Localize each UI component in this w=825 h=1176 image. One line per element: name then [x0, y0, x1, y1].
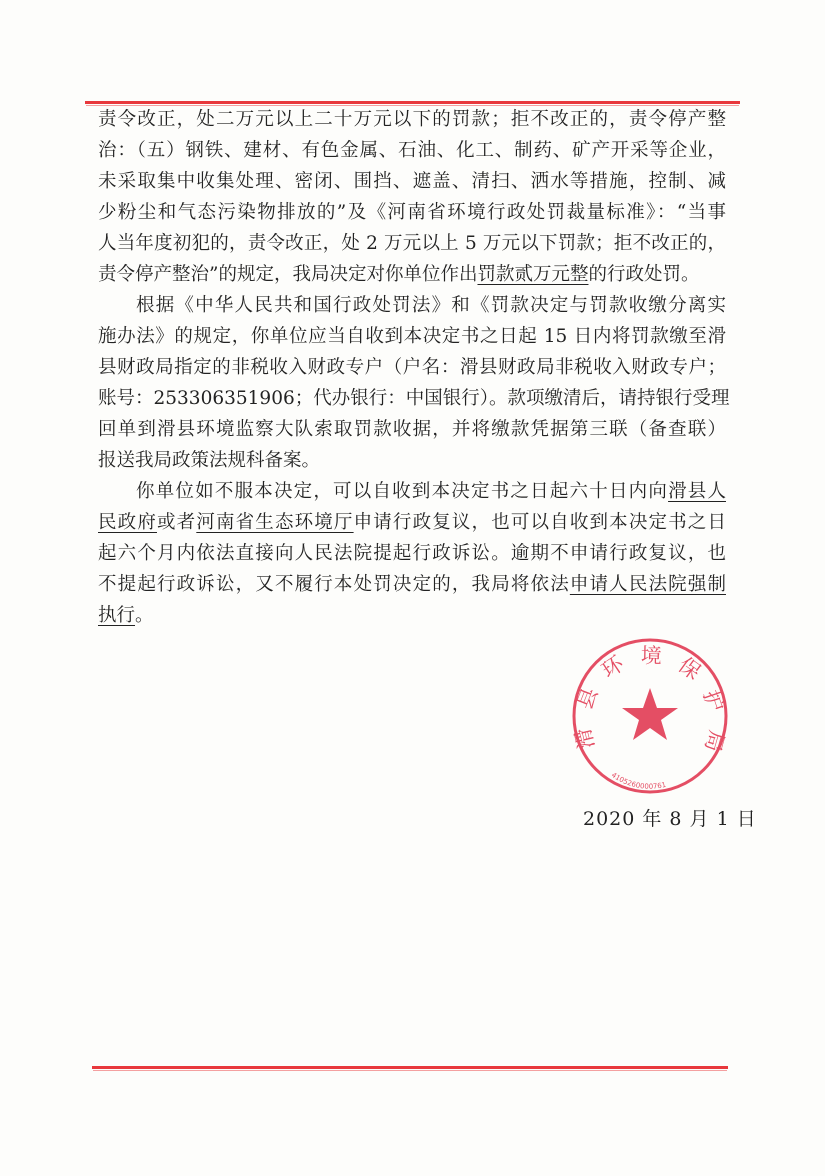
- official-seal: [570, 636, 730, 796]
- text-line: [98, 228, 726, 259]
- text-segment: 责令改正，处二万元以上二十万元以下的罚款；拒不改正的，责令停产整: [98, 109, 726, 130]
- text-segment: 责令停产整治”的规定，我局决定对你单位作出: [98, 264, 478, 285]
- star-icon: [622, 688, 678, 740]
- text-line: [98, 135, 726, 166]
- text-segment: 报送我局政策法规科备案。: [98, 450, 321, 471]
- text-segment: 根据《中华人民共和国行政处罚法》和《罚款决定与罚款收缴分离实: [136, 295, 726, 316]
- paragraph: [98, 290, 730, 476]
- text-segment: 少粉尘和气态污染物排放的”及《河南省环境行政处罚裁量标准》：“当事: [98, 202, 726, 223]
- text-segment: 未采取集中收集处理、密闭、围挡、遮盖、清扫、洒水等措施，控制、减: [98, 171, 726, 192]
- underlined-text: 罚款贰万元整: [477, 264, 589, 285]
- text-segment: 施办法》的规定，你单位应当自收到本决定书之日起 15 日内将罚款缴至滑: [98, 326, 726, 347]
- text-line: [98, 414, 726, 445]
- text-line: [98, 507, 726, 538]
- underlined-text: 河南省生态环境厅: [196, 512, 354, 533]
- text-segment: 县财政局指定的非税收入财政专户（户名：滑县财政局非税收入财政专户；: [98, 357, 726, 378]
- text-line: [98, 166, 726, 197]
- text-segment: 人当年度初犯的，责令改正，处 2 万元以上 5 万元以下罚款；拒不改正的，: [98, 233, 726, 254]
- text-line: [98, 259, 726, 290]
- text-line: [98, 290, 726, 321]
- document-body: [98, 104, 730, 631]
- underlined-text: 执行: [98, 605, 136, 626]
- text-line: [98, 445, 726, 476]
- text-segment: 起六个月内依法直接向人民法院提起行政诉讼。逾期不申请行政复议，也: [98, 543, 726, 564]
- text-line: [98, 104, 726, 135]
- text-line: [98, 538, 726, 569]
- issue-date: 2020 年 8 月 1 日: [583, 808, 757, 830]
- text-segment: 治：（五）钢铁、建材、有色金属、石油、化工、制药、矿产开采等企业，: [98, 140, 726, 161]
- text-line: [98, 321, 726, 352]
- text-segment: 。: [135, 605, 154, 626]
- underlined-text: 申请人民法院强制: [569, 574, 726, 595]
- text-line: [98, 352, 726, 383]
- text-line: [98, 600, 726, 631]
- underlined-text: 滑县人: [668, 481, 726, 502]
- text-segment: 的行政处罚。: [588, 264, 700, 285]
- text-line: [98, 197, 726, 228]
- underlined-text: 民政府: [98, 512, 157, 533]
- text-segment: 回单到滑县环境监察大队索取罚款收据，并将缴款凭据第三联（备查联）: [98, 419, 726, 440]
- footer-red-rule: [92, 1066, 728, 1069]
- text-line: [98, 569, 726, 600]
- text-segment: 申请行政复议，也可以自收到本决定书之日: [353, 512, 726, 533]
- paragraph: [98, 476, 726, 631]
- text-segment: 不提起行政诉讼，又不履行本处罚决定的，我局将依法: [98, 574, 570, 595]
- text-segment: 或者: [156, 512, 197, 533]
- text-segment: 你单位如不服本决定，可以自收到本决定书之日起六十日内向: [136, 481, 669, 502]
- text-line: [98, 383, 730, 414]
- paragraph: [98, 104, 726, 290]
- seal-code: 4105260000761: [609, 771, 667, 791]
- text-line: [98, 476, 726, 507]
- seal-text: 滑县环境保护局: [570, 643, 729, 755]
- text-segment: 账号：253306351906；代办银行：中国银行）。款项缴清后，请持银行受理: [98, 388, 730, 409]
